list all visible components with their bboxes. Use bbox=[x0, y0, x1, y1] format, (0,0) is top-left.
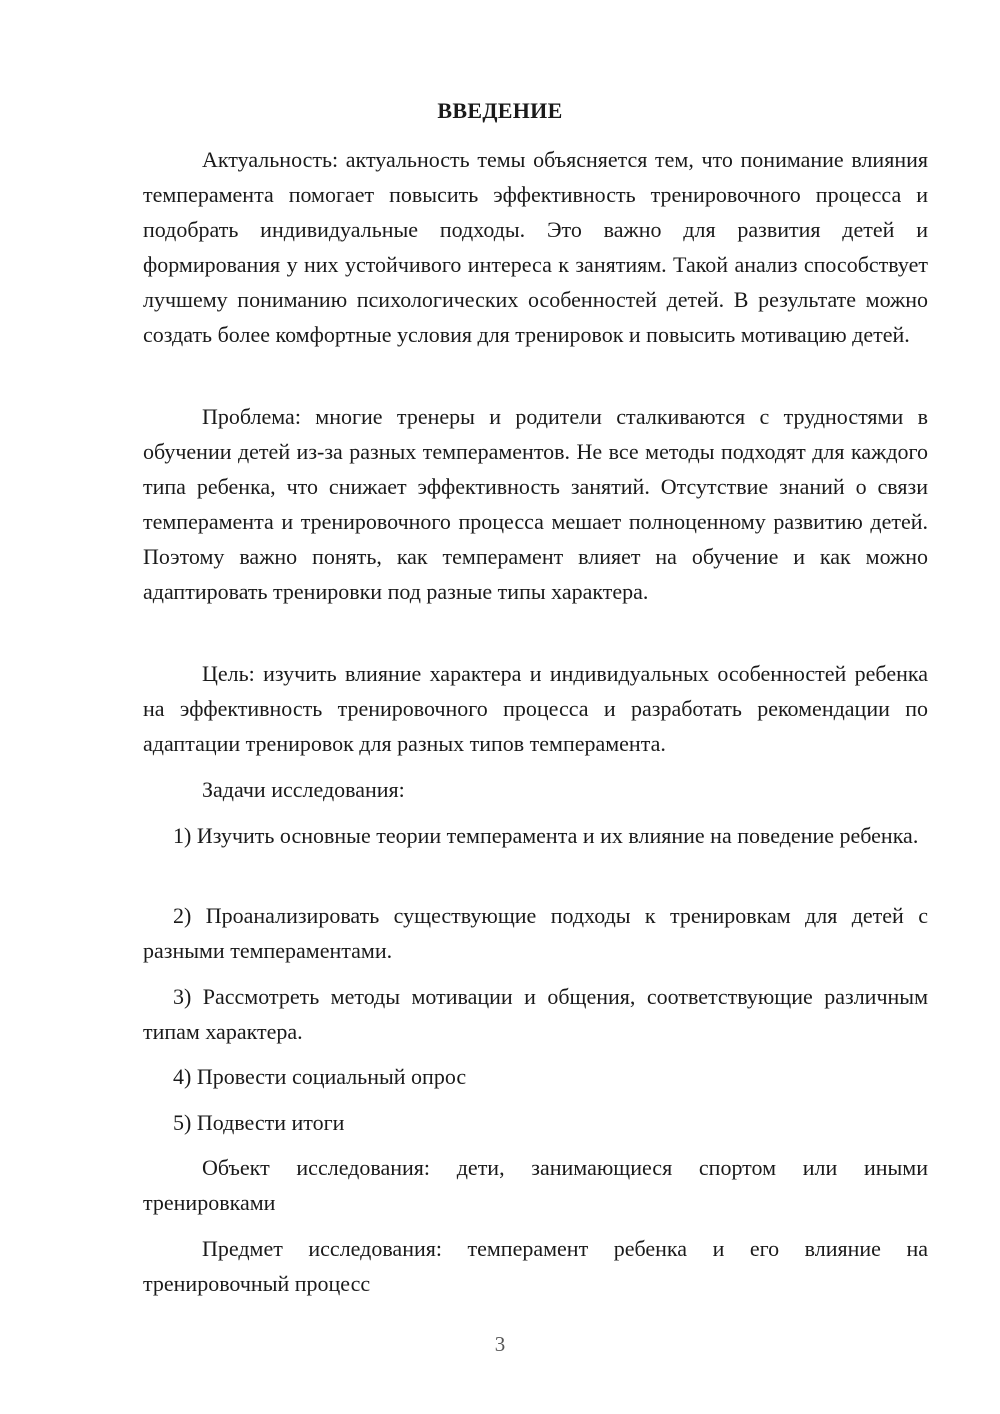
page-number: 3 bbox=[494, 1332, 506, 1356]
task-item-3: 3) Рассмотреть методы мотивации и общения, соответствующие различным типам характера. bbox=[143, 984, 928, 1044]
relevance-paragraph: Актуальность: актуальность темы объясняется тем, что понимание влияния темперамента помогает повысить эффективность тренировочного процесса и подобрать индивидуальные подходы. Это важно для развития детей и формирования у них устойчивого интереса к занятиям. Такой анализ способствует лучшему пониманию психологических особенностей детей. В результате можно создать более комфортные условия для тренировок и повысить мотивацию детей. bbox=[143, 147, 928, 347]
tasks-heading: Задачи исследования: bbox=[202, 777, 405, 802]
subject-paragraph: Предмет исследования: темперамент ребенка и его влияние на тренировочный процесс bbox=[143, 1236, 928, 1296]
problem-paragraph: Проблема: многие тренеры и родители сталкиваются с трудностями в обучении детей из-за разных темпераментов. Не все методы подходят для каждого типа ребенка, что снижает эффективность занятий. Отсутствие знаний о связи темперамента и тренировочного процесса мешает полноценному развитию детей. Поэтому важно понять, как темперамент влияет на обучение и как можно адаптировать тренировки под разные типы характера. bbox=[143, 404, 928, 604]
task-item-5: 5) Подвести итоги bbox=[173, 1110, 345, 1135]
page-title: ВВЕДЕНИЕ bbox=[437, 98, 563, 123]
goal-paragraph: Цель: изучить влияние характера и индивидуальных особенностей ребенка на эффективность тренировочного процесса и разработать рекомендации по адаптации тренировок для разных типов темперамента. bbox=[143, 661, 928, 756]
task-item-4: 4) Провести социальный опрос bbox=[173, 1064, 467, 1089]
object-paragraph: Объект исследования: дети, занимающиеся спортом или иными тренировками bbox=[143, 1155, 928, 1215]
task-item-1: 1) Изучить основные теории темперамента и их влияние на поведение ребенка. bbox=[173, 823, 919, 848]
task-item-2: 2) Проанализировать существующие подходы к тренировкам для детей с разными темпераментами. bbox=[143, 903, 928, 963]
